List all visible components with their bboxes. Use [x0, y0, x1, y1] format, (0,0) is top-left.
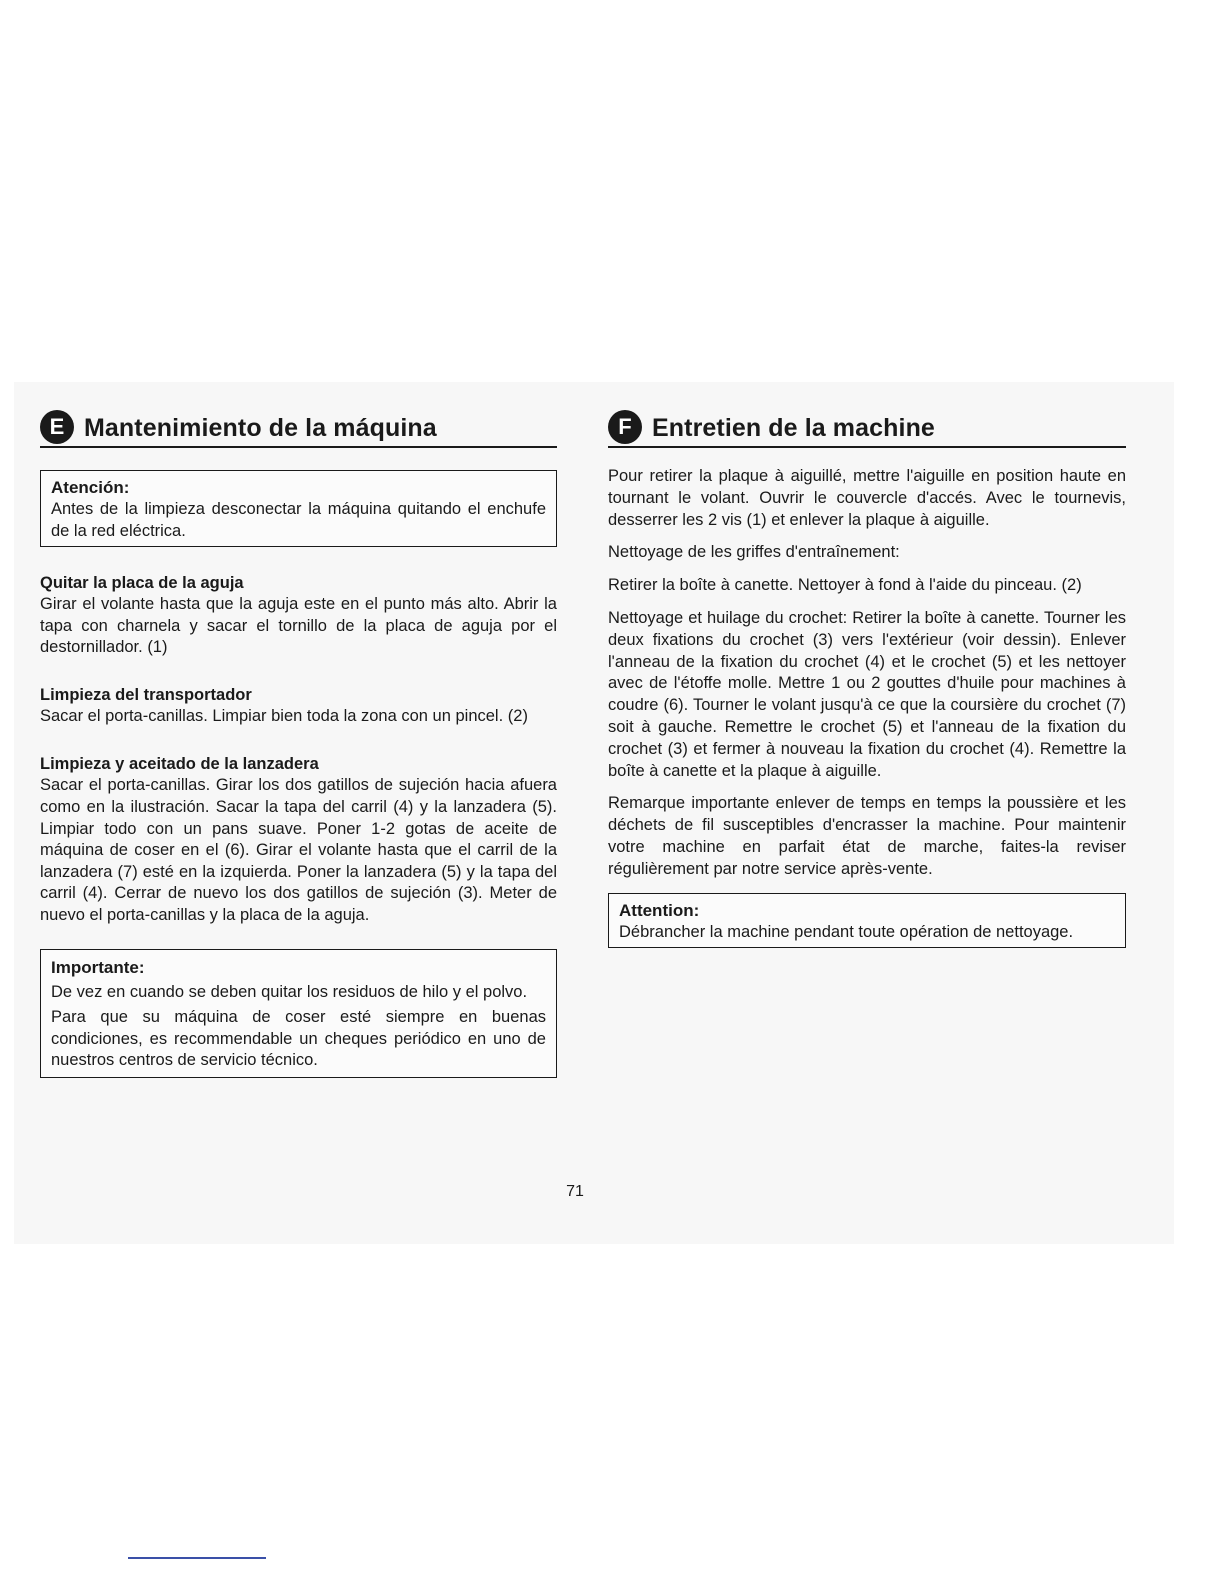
- important-text-2: Para que su máquina de coser esté siempre en buenas condiciones, es recommendable un cheques periódico en uno de nuestros centros de servicio técnico.: [51, 1008, 546, 1070]
- important-text-1: De vez en cuando se deben quitar los residuos de hilo y el polvo.: [51, 982, 528, 1001]
- section-title: Limpieza del transportador: [40, 685, 252, 704]
- important-title-es: Importante:: [51, 957, 145, 977]
- paragraph: Nettoyage de les griffes d'entraînement:: [608, 543, 900, 562]
- attention-title-es: Atención:: [51, 478, 130, 497]
- section-title: Limpieza y aceitado de la lanzadera: [40, 755, 319, 774]
- section-text: Sacar el porta-canillas. Limpiar bien toda la zona con un pincel. (2): [40, 706, 528, 725]
- french-header: [608, 404, 1126, 448]
- french-section-title: Entretien de la machine: [652, 414, 935, 442]
- paragraph: Nettoyage et huilage du crochet: Retirer la boîte à canette. Tourner les deux fixations du crochet (3) vers l'extérieur (voir dessin). Enlever l'anneau de la fixation du crochet (4) et le crochet (5) et les nettoyer avec de l'étoffe molle. Mettre 1 ou 2 gouttes d'huile pour machines à coudre (6). Tourner le volant jusqu'à ce que la coursière du crochet (7) soit à gauche. Remettre le crochet (5) et l'anneau de la fixation du crochet (3) et fermer à nouveau la fixation du crochet (4). Remettre la boîte à canette et la plaque à aiguille.: [608, 608, 1126, 780]
- section-title: Quitar la placa de la aguja: [40, 574, 244, 592]
- spanish-header: [40, 404, 557, 448]
- attention-box-es: [40, 470, 557, 547]
- page-number: 71: [566, 1183, 584, 1200]
- attention-text-es: Antes de la limpieza desconectar la máquina quitando el enchufe de la red eléctrica.: [51, 500, 546, 540]
- language-badge-e-icon: E: [40, 410, 74, 444]
- section-clean-oil-shuttle: [40, 753, 557, 926]
- section-text: Sacar el porta-canillas. Girar los dos gatillos de sujeción hacia afuera como en la ilustración. Sacar la tapa del carril (4) y la lanzadera (5). Limpiar todo con un pans suave. Poner 1-2 gotas de aceite de máquina de coser en el (6). Girar el volante hasta que el carril de la lanzadera (7) esté en la izquierda. Poner la lanzadera (5) y la tapa del carril (4). Cerrar de nuevo los dos gatillos de sujeción (3). Meter de nuevo el porta-canillas y la placa de la aguja.: [40, 776, 557, 924]
- section-clean-feed-dog: [40, 684, 557, 728]
- paragraph: Remarque importante enlever de temps en temps la poussière et les déchets de fil susceptibles d'encrasser la machine. Pour maintenir votre machine en parfait état de marche, faites-la reviser régulièrement par notre service après-vente.: [608, 794, 1126, 878]
- attention-text-fr: Débrancher la machine pendant toute opération de nettoyage.: [619, 922, 1074, 941]
- section-remove-needle-plate: [40, 572, 557, 659]
- french-body: [608, 466, 1126, 881]
- language-badge-f-icon: F: [608, 410, 642, 444]
- attention-title-fr: Attention:: [619, 900, 700, 920]
- footer-divider: [128, 1557, 266, 1559]
- french-column: [608, 404, 1126, 948]
- section-text: Girar el volante hasta que la aguja este en el punto más alto. Abrir la tapa con charnela y sacar el tornillo de la placa de aguja por el destornillador. (1): [40, 595, 557, 657]
- paragraph: Pour retirer la plaque à aiguillé, mettre l'aiguille en position haute en tournant le volant. Ouvrir le couvercle d'accés. Avec le tournevis, desserrer les 2 vis (1) et enlever la plaque à aiguille.: [608, 467, 1126, 529]
- spanish-section-title: Mantenimiento de la máquina: [84, 414, 437, 442]
- paragraph: Retirer la boîte à canette. Nettoyer à fond à l'aide du pinceau. (2): [608, 576, 1082, 595]
- attention-box-fr: [608, 893, 1126, 949]
- spanish-column: [40, 404, 557, 1078]
- important-box-es: [40, 949, 557, 1078]
